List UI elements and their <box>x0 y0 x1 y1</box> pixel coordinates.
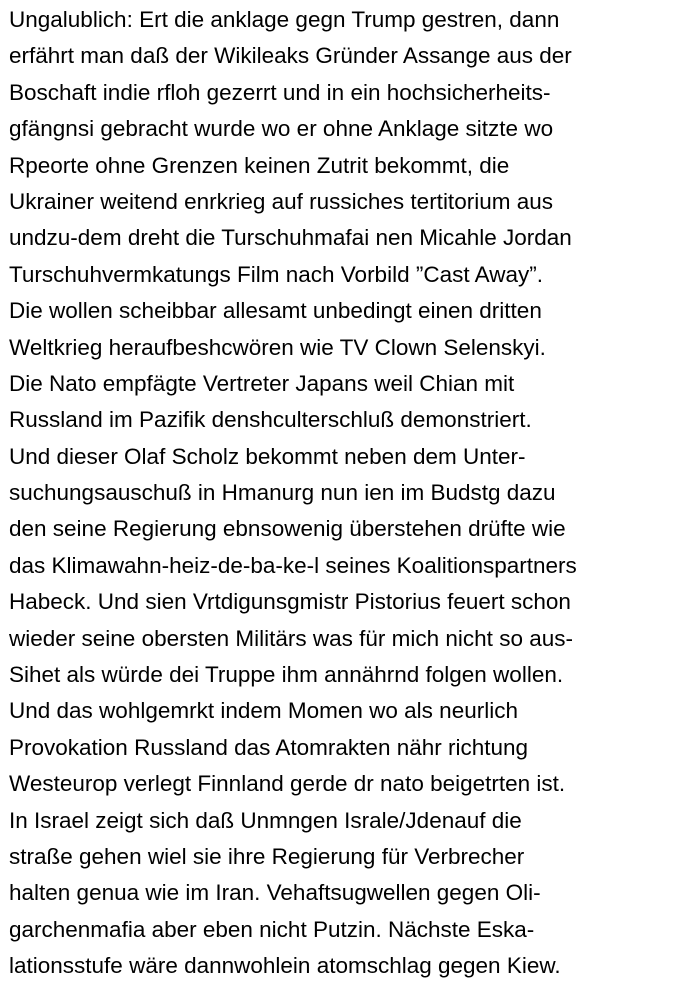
text-line: suchungsauschuß in Hmanurg nun ien im Budstg dazu <box>9 480 556 506</box>
text-line: Und dieser Olaf Scholz bekommt neben dem Unter- <box>9 443 526 469</box>
text-line: Provokation Russland das Atomrakten nähr richtung <box>9 734 529 760</box>
text-line: Ungalublich: Ert die anklage gegn Trump gestren, dann <box>9 7 560 32</box>
text-line: Turschuhvermkatungs Film nach Vorbild ”Cast Away”. <box>9 261 543 287</box>
text-line: Habeck. Und sien Vrtdigunsgmistr Pistorius feuert schon <box>9 589 571 615</box>
text-line: Und das wohlgemrkt indem Momen wo als neurlich <box>9 698 518 724</box>
text-line: das Klimawahn-heiz-de-ba-ke-l seines Koalitionspartners <box>9 552 577 578</box>
text-line: Rpeorte ohne Grenzen keinen Zutrit bekommt, die <box>9 152 510 178</box>
text-line: wieder seine obersten Militärs was für mich nicht so aus- <box>9 625 573 651</box>
text-line: Russland im Pazifik denshculterschluß demonstriert. <box>9 407 532 433</box>
text-line: undzu-dem dreht die Turschuhmafai nen Micahle Jordan <box>9 225 572 251</box>
text-line: Westeurop verlegt Finnland gerde dr nato beigetrten ist. <box>9 771 566 797</box>
text-line: garchenmafia aber eben nicht Putzin. Nächste Eska- <box>9 916 535 942</box>
text-line: Boschaft indie rfloh gezerrt und in ein hochsicherheits- <box>9 79 551 105</box>
text-line: Weltkrieg heraufbeshcwören wie TV Clown Selenskyi. <box>9 334 546 360</box>
text-line: Ukrainer weitend enrkrieg auf russiches tertitorium aus <box>9 188 553 214</box>
body-text <box>9 2 681 985</box>
text-line: Die wollen scheibbar allesamt unbedingt einen dritten <box>9 298 542 324</box>
text-line: Sihet als würde dei Truppe ihm annährnd folgen wollen. <box>9 662 564 688</box>
text-line: gfängnsi gebracht wurde wo er ohne Anklage sitzte wo <box>9 116 554 142</box>
text-line: den seine Regierung ebnsowenig überstehen drüfte wie <box>9 516 566 542</box>
text-line: In Israel zeigt sich daß Unmngen Israle/Jdenauf die <box>9 807 522 833</box>
text-line: Die Nato empfägte Vertreter Japans weil Chian mit <box>9 370 515 396</box>
text-line: erfährt man daß der Wikileaks Gründer Assange aus der <box>9 43 572 69</box>
text-line: halten genua wie im Iran. Vehaftsugwellen gegen Oli- <box>9 880 541 906</box>
text-line: straße gehen wiel sie ihre Regierung für Verbrecher <box>9 843 525 869</box>
text-line: lationsstufe wäre dannwohlein atomschlag gegen Kiew. <box>9 953 561 979</box>
